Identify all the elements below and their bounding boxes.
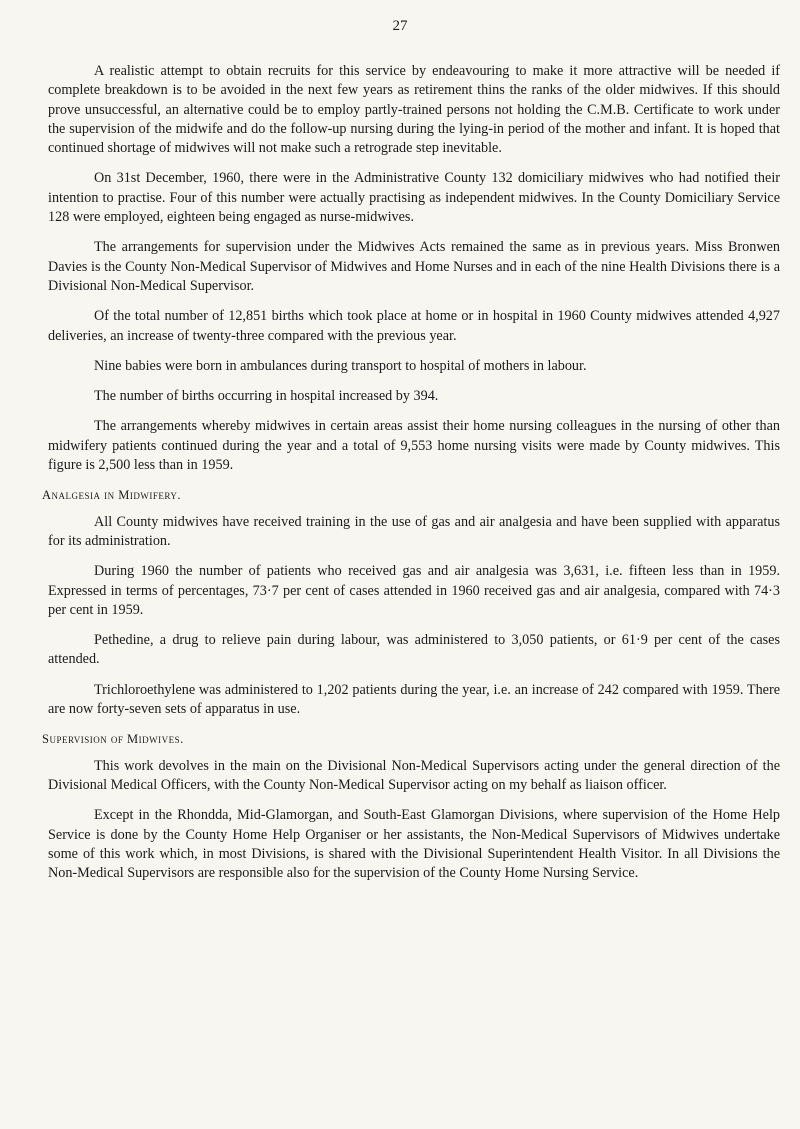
- paragraph-midwives-count: On 31st December, 1960, there were in the Administrative County 132 domiciliary midwives who had notified their intention to practise. Four of this number were actually practising as independent midwives. In the County Domiciliary Service 128 were employed, eighteen being engaged as nurse-midwives.: [48, 170, 780, 226]
- heading-supervision: Supervision of Midwives.: [42, 732, 184, 747]
- heading-analgesia: Analgesia in Midwifery.: [42, 488, 182, 503]
- paragraph-pethedine: Pethedine, a drug to relieve pain during labour, was administered to 3,050 patients, or 61·9 per cent of the cases attended.: [48, 632, 780, 668]
- paragraph-ambulance-births: Nine babies were born in ambulances during transport to hospital of mothers in labour.: [94, 357, 587, 374]
- paragraph-hospital-births: The number of births occurring in hospital increased by 394.: [94, 388, 439, 405]
- paragraph-home-nursing: The arrangements whereby midwives in certain areas assist their home nursing colleagues in the nursing of other than midwifery patients continued during the year and a total of 9,553 home nursing visits were made by County midwives. This figure is 2,500 less than in 1959.: [48, 418, 780, 474]
- page-body: [42, 62, 780, 894]
- paragraph-gas-air: During 1960 the number of patients who received gas and air analgesia was 3,631, i.e. fifteen less than in 1959. Expressed in terms of percentages, 73·7 per cent of cases attended in 1960 received gas and air analgesia, compared with 74·3 per cent in 1959.: [48, 563, 780, 618]
- paragraph-analgesia-training: All County midwives have received training in the use of gas and air analgesia and have been supplied with apparatus for its administration.: [48, 513, 780, 549]
- paragraph-supervision-work: This work devolves in the main on the Divisional Non-Medical Supervisors acting under the general direction of the Divisional Medical Officers, with the County Non-Medical Supervisor acting on my behalf as liaison officer.: [48, 757, 780, 793]
- paragraph-trichloroethylene: Trichloroethylene was administered to 1,202 patients during the year, i.e. an increase of 242 compared with 1959. There are now forty-seven sets of apparatus in use.: [48, 681, 780, 718]
- paragraph-births-total: Of the total number of 12,851 births which took place at home or in hospital in 1960 County midwives attended 4,927 deliveries, an increase of twenty-three compared with the previous year.: [48, 308, 780, 344]
- paragraph-supervision-arrangements: The arrangements for supervision under the Midwives Acts remained the same as in previous years. Miss Bronwen Davies is the County Non-Medical Supervisor of Midwives and Home Nurses and in each of the nine Health Divisions there is a Divisional Non-Medical Supervisor.: [48, 239, 780, 294]
- paragraph-home-help: Except in the Rhondda, Mid-Glamorgan, and South-East Glamorgan Divisions, where supervision of the Home Help Service is done by the County Home Help Organiser or her assistants, the Non-Medical Supervisors of Midwives undertake some of this work which, in most Divisions, is shared with the Divisional Superintendent Health Visitor. In all Divisions the Non-Medical Supervisors are responsible also for the supervision of the County Home Nursing Service.: [48, 807, 780, 882]
- paragraph-recruitment: A realistic attempt to obtain recruits for this service by endeavouring to make it more attractive will be needed if complete breakdown is to be avoided in the next few years as retirement thins the ranks of the older midwives. If this should prove unsuccessful, an alternative could be to employ partly-trained persons not holding the C.M.B. Certificate to work under the supervision of the midwife and do the follow-up nursing during the lying-in period of the mother and infant. It is hoped that continued shortage of midwives will not make such a retrograde step inevitable.: [48, 63, 780, 157]
- page-number: 27: [392, 18, 408, 34]
